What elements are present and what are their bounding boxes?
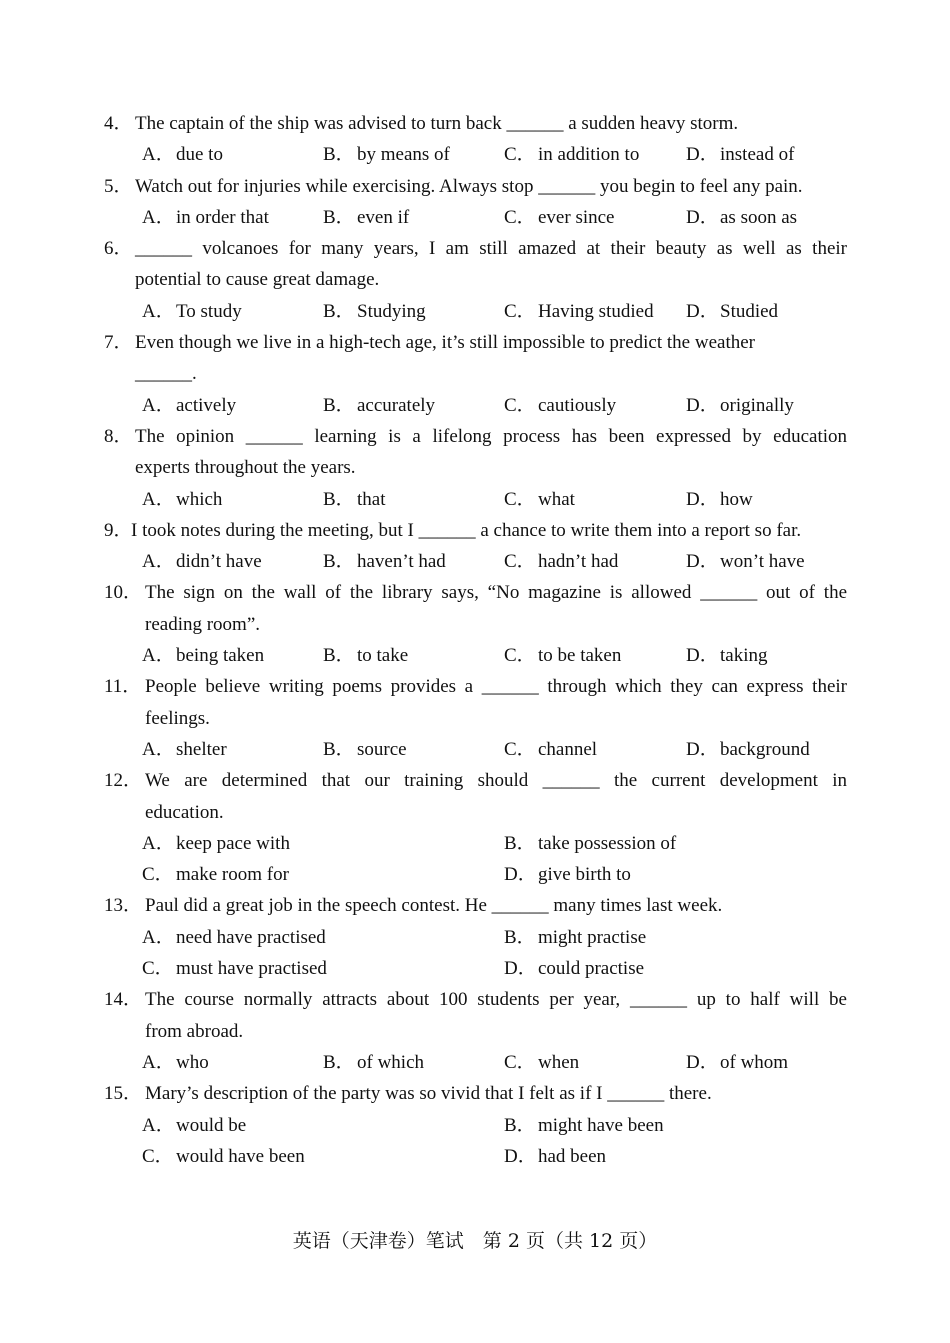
option-letter: C． xyxy=(504,551,536,573)
option-letter: C． xyxy=(504,645,536,667)
options-row xyxy=(0,859,950,890)
question-item xyxy=(0,515,950,578)
option-letter: A． xyxy=(142,645,175,667)
option-letter: B． xyxy=(323,394,355,416)
option-letter: A． xyxy=(142,394,175,416)
option-letter: B． xyxy=(504,926,536,948)
option-text: background xyxy=(720,738,810,760)
answer-option[interactable] xyxy=(504,202,614,233)
question-text-continued: from abroad. xyxy=(145,1020,244,1042)
option-letter: A． xyxy=(142,300,175,322)
answer-option[interactable] xyxy=(142,484,222,515)
option-letter: D． xyxy=(686,1051,719,1073)
option-text: even if xyxy=(357,206,410,228)
option-text: how xyxy=(720,488,753,510)
question-line xyxy=(0,171,950,202)
answer-option[interactable] xyxy=(142,202,269,233)
option-text: need have practised xyxy=(176,926,326,948)
question-item xyxy=(0,421,950,515)
option-letter: C． xyxy=(504,738,536,760)
option-letter: B． xyxy=(504,1114,536,1136)
question-number: 4． xyxy=(104,113,133,134)
question-item xyxy=(0,984,950,1078)
answer-option[interactable] xyxy=(504,139,639,170)
question-line xyxy=(0,515,950,546)
answer-option[interactable] xyxy=(504,296,654,327)
question-line xyxy=(0,108,950,139)
options-row xyxy=(0,202,950,233)
option-letter: C． xyxy=(504,144,536,166)
options-row xyxy=(0,1110,950,1141)
question-item xyxy=(0,171,950,234)
question-number: 9． xyxy=(104,519,133,541)
option-text: hadn’t had xyxy=(538,551,619,573)
option-letter: D． xyxy=(504,1145,537,1167)
option-letter: B． xyxy=(323,1051,355,1073)
option-letter: B． xyxy=(323,645,355,667)
answer-option[interactable] xyxy=(504,640,621,671)
option-letter: B． xyxy=(323,206,355,228)
option-text: source xyxy=(357,738,407,760)
option-text: must have practised xyxy=(176,958,327,980)
answer-option[interactable] xyxy=(504,859,631,890)
option-text: by means of xyxy=(357,144,450,166)
option-text: would be xyxy=(176,1114,247,1136)
question-text: The sign on the wall of the library says, “No magazine is allowed ______ out of the xyxy=(145,582,847,604)
option-letter: D． xyxy=(686,144,719,166)
question-text: We are determined that our training should ______ the current development in xyxy=(145,770,847,792)
question-text: The course normally attracts about 100 students per year, ______ up to half will be xyxy=(145,989,847,1011)
answer-option[interactable] xyxy=(142,953,327,984)
option-text: who xyxy=(176,1051,209,1073)
answer-option[interactable] xyxy=(504,1047,579,1078)
option-text: that xyxy=(357,488,386,510)
option-letter: B． xyxy=(323,144,355,166)
option-letter: B． xyxy=(323,300,355,322)
question-number: 6． xyxy=(104,238,133,260)
answer-option[interactable] xyxy=(504,1141,606,1172)
question-text-continued: experts throughout the years. xyxy=(135,457,356,479)
option-letter: C． xyxy=(504,1051,536,1073)
question-item xyxy=(0,1078,950,1172)
option-text: take possession of xyxy=(538,832,677,854)
question-number: 5． xyxy=(104,175,133,197)
question-line xyxy=(0,264,950,295)
question-line xyxy=(0,1016,950,1047)
option-text: instead of xyxy=(720,144,795,166)
option-letter: D． xyxy=(686,738,719,760)
option-text: would have been xyxy=(176,1145,305,1167)
answer-option[interactable] xyxy=(142,828,290,859)
option-letter: B． xyxy=(504,832,536,854)
option-letter: A． xyxy=(142,206,175,228)
option-text: when xyxy=(538,1051,580,1073)
options-row xyxy=(0,1141,950,1172)
question-line xyxy=(0,703,950,734)
answer-option[interactable] xyxy=(686,139,794,170)
option-text: could practise xyxy=(538,958,645,980)
answer-option[interactable] xyxy=(323,296,426,327)
answer-option[interactable] xyxy=(504,953,644,984)
option-letter: B． xyxy=(323,738,355,760)
question-text: Paul did a great job in the speech contest. He ______ many times last week. xyxy=(145,895,723,917)
question-text-continued: potential to cause great damage. xyxy=(135,269,380,291)
option-text: Studied xyxy=(720,300,779,322)
answer-option[interactable] xyxy=(142,734,227,765)
answer-option[interactable] xyxy=(504,390,616,421)
page-footer: 英语（天津卷）笔试 第 2 页（共 12 页） xyxy=(292,1230,658,1252)
answer-option[interactable] xyxy=(323,390,435,421)
question-item xyxy=(0,577,950,671)
option-text: being taken xyxy=(176,645,265,667)
answer-option[interactable] xyxy=(504,922,646,953)
option-letter: D． xyxy=(686,206,719,228)
answer-option[interactable] xyxy=(142,640,264,671)
question-text-continued: reading room”. xyxy=(145,613,261,635)
option-text: due to xyxy=(176,144,223,166)
answer-option[interactable] xyxy=(142,390,236,421)
option-letter: A． xyxy=(142,144,175,166)
options-row xyxy=(0,484,950,515)
options-row xyxy=(0,1047,950,1078)
option-letter: A． xyxy=(142,738,175,760)
answer-option[interactable] xyxy=(686,640,768,671)
question-line xyxy=(0,671,950,702)
question-line xyxy=(0,609,950,640)
option-letter: A． xyxy=(142,832,175,854)
question-item xyxy=(0,671,950,765)
option-text: had been xyxy=(538,1145,607,1167)
option-letter: A． xyxy=(142,1114,175,1136)
answer-option[interactable] xyxy=(686,390,794,421)
option-letter: C． xyxy=(504,300,536,322)
question-text: ______ volcanoes for many years, I am still amazed at their beauty as well as their xyxy=(135,238,847,260)
answer-option[interactable] xyxy=(323,484,386,515)
option-text: won’t have xyxy=(720,551,805,573)
question-item xyxy=(0,327,950,421)
answer-option[interactable] xyxy=(323,139,450,170)
answer-option[interactable] xyxy=(142,296,242,327)
question-line xyxy=(0,577,950,608)
question-text: The opinion ______ learning is a lifelong process has been expressed by education xyxy=(135,425,847,447)
question-text: Mary’s description of the party was so vivid that I felt as if I ______ there. xyxy=(145,1083,712,1105)
question-number: 13． xyxy=(104,895,143,917)
question-number: 11． xyxy=(104,676,142,698)
answer-option[interactable] xyxy=(504,828,676,859)
question-text: People believe writing poems provides a ______ through which they can express their xyxy=(145,676,847,698)
options-row xyxy=(0,546,950,577)
option-text: of whom xyxy=(720,1051,789,1073)
options-row xyxy=(0,922,950,953)
answer-option[interactable] xyxy=(686,296,778,327)
question-line xyxy=(0,1078,950,1109)
question-item xyxy=(0,890,950,984)
option-letter: B． xyxy=(323,488,355,510)
option-text: Having studied xyxy=(538,300,654,322)
question-number: 15． xyxy=(104,1083,143,1105)
option-text: cautiously xyxy=(538,394,617,416)
option-text: to be taken xyxy=(538,645,622,667)
question-text: Watch out for injuries while exercising. Always stop ______ you begin to feel any pain. xyxy=(135,175,803,197)
answer-option[interactable] xyxy=(323,640,408,671)
option-letter: D． xyxy=(504,958,537,980)
question-text: I took notes during the meeting, but I ______ a chance to write them into a report so far. xyxy=(131,519,802,541)
question-item xyxy=(0,233,950,327)
answer-option[interactable] xyxy=(504,546,618,577)
answer-option[interactable] xyxy=(686,202,797,233)
answer-option[interactable] xyxy=(323,546,446,577)
question-number: 14． xyxy=(104,989,143,1011)
question-text-continued: ______. xyxy=(135,363,197,385)
option-letter: C． xyxy=(142,864,174,886)
option-text: in order that xyxy=(176,206,269,228)
option-text: actively xyxy=(176,394,237,416)
answer-option[interactable] xyxy=(323,1047,424,1078)
option-letter: A． xyxy=(142,1051,175,1073)
option-letter: D． xyxy=(686,300,719,322)
option-text: keep pace with xyxy=(176,832,290,854)
option-letter: D． xyxy=(686,551,719,573)
option-letter: C． xyxy=(504,488,536,510)
answer-option[interactable] xyxy=(142,922,326,953)
answer-option[interactable] xyxy=(504,734,597,765)
option-text: taking xyxy=(720,645,768,667)
option-text: of which xyxy=(357,1051,425,1073)
question-text-continued: education. xyxy=(145,801,224,823)
answer-option[interactable] xyxy=(686,1047,788,1078)
question-item xyxy=(0,108,950,171)
answer-option[interactable] xyxy=(142,1141,305,1172)
option-text: shelter xyxy=(176,738,227,760)
answer-option[interactable] xyxy=(686,484,753,515)
question-number: 12． xyxy=(104,770,143,792)
question-number: 7． xyxy=(104,332,133,354)
options-row xyxy=(0,296,950,327)
question-line xyxy=(0,358,950,389)
option-text: what xyxy=(538,488,575,510)
answer-option[interactable] xyxy=(323,734,407,765)
question-text-continued: feelings. xyxy=(145,707,210,729)
option-text: accurately xyxy=(357,394,436,416)
answer-option[interactable] xyxy=(686,734,810,765)
question-line xyxy=(0,765,950,796)
option-text: might practise xyxy=(538,926,647,948)
option-text: ever since xyxy=(538,206,615,228)
options-row xyxy=(0,640,950,671)
question-line xyxy=(0,421,950,452)
answer-option[interactable] xyxy=(504,1110,664,1141)
question-line xyxy=(0,984,950,1015)
question-item xyxy=(0,765,950,890)
answer-option[interactable] xyxy=(142,139,223,170)
option-letter: A． xyxy=(142,488,175,510)
option-text: to take xyxy=(357,645,409,667)
answer-option[interactable] xyxy=(142,1110,246,1141)
option-text: haven’t had xyxy=(357,551,446,573)
option-text: which xyxy=(176,488,223,510)
options-row xyxy=(0,734,950,765)
option-text: channel xyxy=(538,738,598,760)
question-line xyxy=(0,890,950,921)
question-line xyxy=(0,233,950,264)
question-line xyxy=(0,452,950,483)
option-text: didn’t have xyxy=(176,551,262,573)
option-text: might have been xyxy=(538,1114,664,1136)
options-row xyxy=(0,390,950,421)
options-row xyxy=(0,139,950,170)
option-letter: D． xyxy=(504,864,537,886)
option-text: as soon as xyxy=(720,206,798,228)
question-text: The captain of the ship was advised to turn back ______ a sudden heavy storm. xyxy=(135,113,739,134)
option-text: Studying xyxy=(357,300,426,322)
option-letter: C． xyxy=(504,394,536,416)
answer-option[interactable] xyxy=(142,859,289,890)
question-list xyxy=(0,108,950,1172)
answer-option[interactable] xyxy=(142,546,262,577)
question-line xyxy=(0,797,950,828)
question-number: 10． xyxy=(104,582,143,604)
question-number: 8． xyxy=(104,425,133,447)
option-text: originally xyxy=(720,394,794,416)
option-text: give birth to xyxy=(538,864,631,886)
option-letter: A． xyxy=(142,551,175,573)
option-text: make room for xyxy=(176,864,289,886)
option-text: To study xyxy=(176,300,242,322)
answer-option[interactable] xyxy=(504,484,575,515)
options-row xyxy=(0,953,950,984)
option-letter: C． xyxy=(142,1145,174,1167)
answer-option[interactable] xyxy=(686,546,805,577)
option-letter: D． xyxy=(686,394,719,416)
question-text: Even though we live in a high-tech age, it’s still impossible to predict the weather xyxy=(135,332,755,354)
option-letter: D． xyxy=(686,645,719,667)
answer-option[interactable] xyxy=(142,1047,209,1078)
answer-option[interactable] xyxy=(323,202,409,233)
question-line xyxy=(0,327,950,358)
option-text: in addition to xyxy=(538,144,640,166)
option-letter: C． xyxy=(142,958,174,980)
options-row xyxy=(0,828,950,859)
option-letter: D． xyxy=(686,488,719,510)
option-letter: A． xyxy=(142,926,175,948)
option-letter: C． xyxy=(504,206,536,228)
option-letter: B． xyxy=(323,551,355,573)
